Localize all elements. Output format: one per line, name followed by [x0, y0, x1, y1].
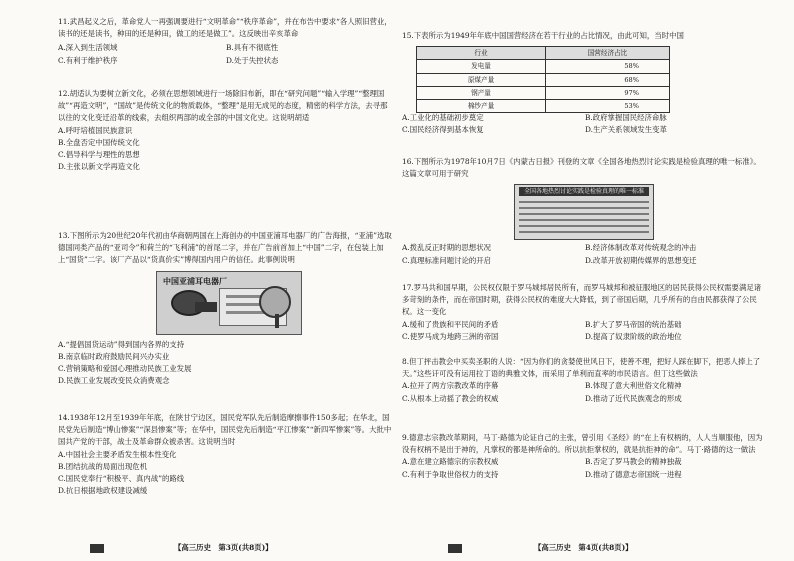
question-stem: 8.但丁抨击教会中买卖圣职的人说：“因为你们的贪婪使世风日下，使善不理，把好人踩在脚下，把恶人捧上了天。”这些讦可没有运用拉丁语的典雅文体，而采用了单利而直率的市民语言。但丁这些做法: [402, 357, 761, 379]
question-stem: 9.德意志宗教改革期间，马丁·路德为论证自己的主张，曾引用《圣经》的“在上有权柄的，人人当顺服他，因为没有权柄不是出于神的，凡掌权的都是神所命的。所以抗拒掌权的，就是抗拒神的命”。马丁·路德的这一做法: [402, 433, 763, 455]
question-stem: 15.下表所示为1949年年底中国国营经济在若干行业的占比情况，由此可知，当时中国: [402, 31, 684, 40]
option-d: D.生产关系领域发生变革: [585, 125, 667, 135]
question-14: [58, 412, 394, 497]
option-c: C.从根本上动摇了教会的权威: [402, 393, 499, 403]
option-d: D.推动了近代民族观念的形成: [585, 393, 682, 403]
fan-stand-icon: [275, 314, 279, 328]
question-stem: 16.下图所示为1978年10月7日《内蒙古日报》刊登的文章《全国各地热烈讨论实践是检验真理的唯一标准》。这篇文章可用于研究: [402, 157, 761, 179]
option-a: A.深入到生活领域: [58, 43, 118, 53]
option-a: A.“提倡国货运动”得到国内各界的支持: [58, 339, 185, 349]
question-11: [58, 16, 394, 67]
option-b: B.政府掌握国民经济命脉: [585, 113, 667, 123]
option-b: B.全盘否定中国传统文化: [58, 137, 140, 147]
option-a: A.意在建立路德宗的宗教权威: [402, 457, 499, 467]
option-d: D.推动了德意志帝国统一进程: [585, 469, 682, 479]
newspaper-clipping: [514, 184, 654, 240]
option-d: D.改革开放初期传媒界的思想变迁: [585, 255, 697, 265]
option-c: C.有利于争取世俗权力的支持: [402, 469, 499, 479]
option-b: B.扩大了罗马帝国的统治基础: [585, 319, 682, 329]
table-row: 钢产量 97%: [417, 86, 670, 99]
question-19: [402, 432, 768, 481]
option-c: C.真理标准问题讨论的开启: [402, 255, 492, 265]
option-a: A.拉开了两方宗教改革的序幕: [402, 381, 499, 391]
question-16: [402, 156, 768, 267]
option-b: B.具有不彻底性: [226, 43, 279, 53]
table-row: 原煤产量 68%: [417, 73, 670, 86]
option-c: C.倡导科学与理性的思想: [58, 150, 140, 160]
question-13: [58, 230, 394, 387]
option-c: C.国民党奉行“积极平、真内战”的路线: [58, 474, 185, 484]
question-stem: 11.武昌起义之后，革命党人一再强调要进行“文明革命”“秩序革命”，并在布告中要求“各人照旧营业，读书的还是读书，种田的还是种田，做工的还是做工”。这反映出辛亥革命: [58, 17, 392, 39]
page-footer: 【高三历史 第4页(共8页)】: [534, 543, 633, 552]
question-stem: 14.1938年12月至1939年年底，在陕甘宁边区，国民党军队先后制造摩擦事件150多起；在华北，国民党先后制造“博山惨案”“深县惨案”等；在华中，国民党先后制造“平江惨案”“新四军惨案”等。大批中国共产党的干部，战士及革命群众被杀害。这说明当时: [58, 413, 392, 447]
page-footer: 【高三历史 第3页(共8页)】: [174, 543, 273, 552]
question-stem: 13.下图所示为20世纪20年代初由华商朝两国在上海创办的中国亚浦耳电器厂的广告海报，“亚浦”选取德国同类产品的“亚司令”和荷兰的“飞利浦”的首尾二字，并在广告前首加上“中国”二字，在包装上加上“国货”二字。该厂产品以“货真价实”博得国内用户的信任。此事例说明: [58, 231, 392, 265]
option-c: C.使罗马成为地跨三洲的帝国: [402, 331, 499, 341]
table-row: 棉纱产量 53%: [417, 100, 670, 113]
option-b: B.体现了意大利世俗文化精神: [585, 381, 682, 391]
question-17: [402, 282, 768, 343]
question-15: [402, 30, 768, 137]
option-d: D.民族工业发展改变民众消费观念: [58, 376, 170, 386]
option-a: A.拨乱反正时期的思想状况: [402, 243, 491, 253]
option-b: B.否定了罗马教会的精神独裁: [585, 457, 682, 467]
page-mark: [90, 544, 104, 553]
table-header: 行业: [417, 47, 546, 60]
option-d: D.抗日根据地政权建设减缓: [58, 486, 148, 496]
option-a: A.呼吁培植国民族意识: [58, 125, 133, 135]
option-a: A.缓和了贵族和平民间的矛盾: [402, 319, 499, 329]
left-page: [58, 0, 394, 561]
option-b: B.团结抗战的局面出现危机: [58, 461, 148, 471]
option-c: C.营销策略和爱国心理推动民族工业发展: [58, 364, 192, 374]
question-stem: 17.罗马共和国早期，公民权仅限于罗马城邦居民所有，而罗马城邦和被征服地区的居民获得公民权需要满足诸多苛刻的条件，而在帝国时期，获得公民权的难度大大降低，到了帝国后期，几乎所有的自由民都获得了公民权。这一变化: [402, 283, 762, 317]
option-a: A.中国社会主要矛盾发生根本性变化: [58, 449, 177, 459]
newspaper-headline: 全国各地热烈讨论实践是检验真理的唯一标准: [519, 187, 649, 196]
table-row: 发电量 58%: [417, 60, 670, 73]
poster-title: 中国亚浦耳电器厂: [163, 275, 227, 286]
option-d: D.处于失控状态: [226, 55, 279, 65]
question-stem: 12.胡适认为要树立新文化，必须在思想领域进行一场除旧布新，即在“研究问题”“输入学理”“整理国故”“再造文明”，“国故”是传统文化的物质载体，“整理”是用无成见的态度，精密的科学方法，去寻那以往的文化变迁沿革的线索，去组织两部的或全部的中国文化史。这说明胡适: [58, 89, 388, 123]
advertisement-poster: [156, 271, 302, 335]
lamp-base-icon: [195, 302, 217, 312]
option-c: C.国民经济得到基本恢复: [402, 125, 484, 135]
option-c: C.有利于维护秩序: [58, 55, 118, 65]
option-b: B.经济体制改革对传统观念的冲击: [585, 243, 697, 253]
option-a: A.工业化的基础初步奠定: [402, 113, 484, 123]
question-12: [58, 88, 394, 173]
page-mark: [448, 544, 462, 553]
economy-table: [416, 46, 670, 113]
table-header: 国营经济占比: [546, 47, 670, 60]
option-d: D.提高了奴隶阶级的政治地位: [585, 331, 682, 341]
option-b: B.南京临时政府鼓励民间兴办实业: [58, 351, 170, 361]
right-page: [402, 0, 768, 561]
option-d: D.主张以新文学再造文化: [58, 162, 140, 172]
question-18: [402, 356, 768, 405]
